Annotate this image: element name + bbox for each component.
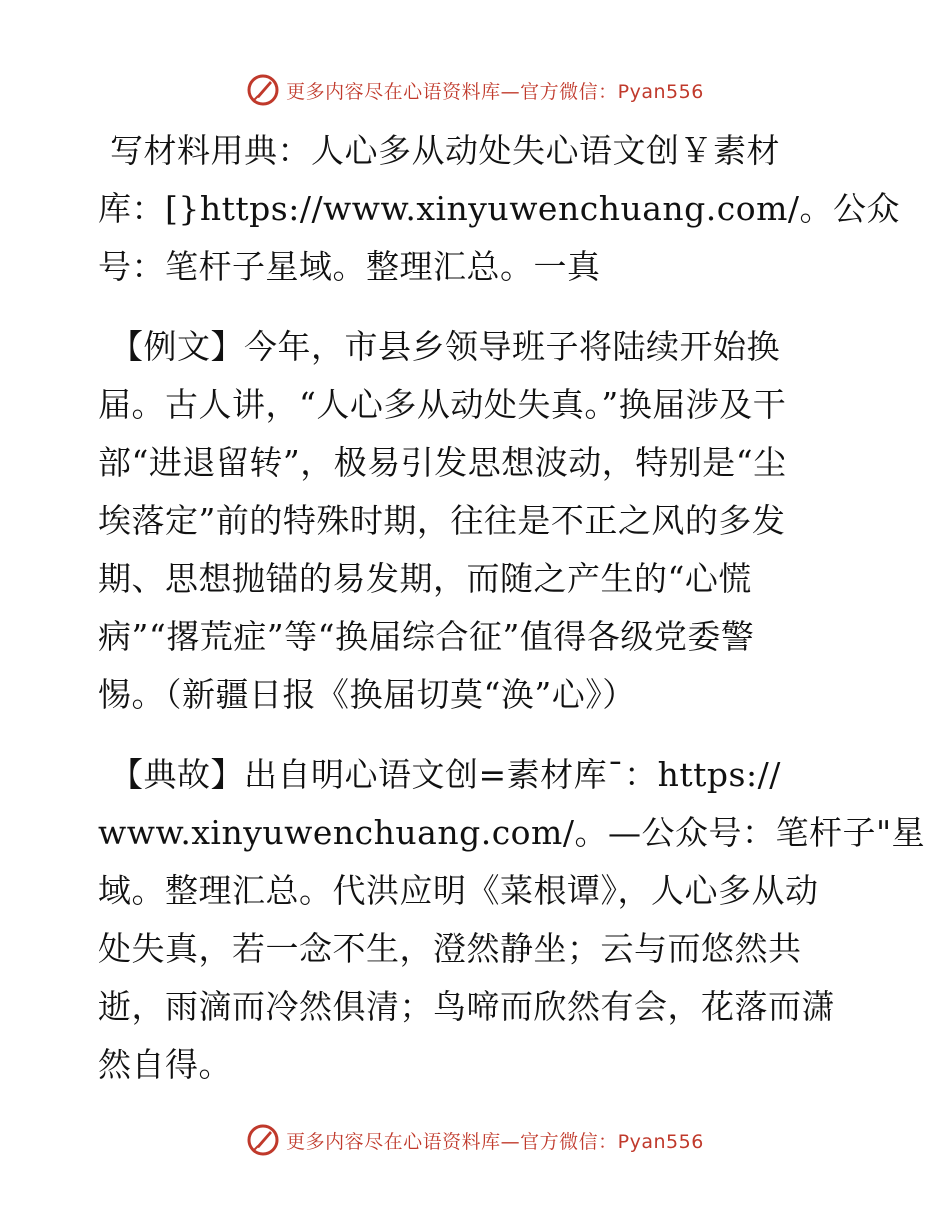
text-line: 然自得。: [98, 1045, 232, 1084]
text-line: 处失真，若一念不生，澄然静坐；云与而悠然共: [98, 929, 802, 968]
text-line: 届。古人讲，“人心多从动处失真。”换届涉及干: [98, 385, 787, 424]
text-line: 【典故】出自明心语文创=素材库¯：https://: [110, 755, 781, 794]
text-line: 惕。（新疆日报《换届切莫“涣”心》）: [98, 675, 636, 714]
text-line: 【例文】今年，市县乡领导班子将陆续开始换: [110, 327, 780, 366]
paragraph-allusion: [98, 746, 926, 1094]
text-line: 库：[}https://www.xinyuwenchuang.com/。公众: [98, 189, 901, 228]
text-line: 病”“撂荒症”等“换届综合征”值得各级党委警: [98, 617, 755, 656]
footer-banner: [0, 1120, 950, 1160]
text-line: 逝，雨滴而冷然俱清；鸟啼而欣然有会，花落而潇: [98, 987, 835, 1026]
quill-circle-logo-icon: [246, 73, 280, 107]
quill-circle-logo-icon: [246, 1123, 280, 1157]
text-line: 域。整理汇总。代洪应明《菜根谭》，人心多从动: [98, 871, 819, 910]
text-line: 埃落定”前的特殊时期，往往是不正之风的多发: [98, 501, 786, 540]
text-line: 期、思想抛锚的易发期，而随之产生的“心慌: [98, 559, 752, 598]
text-line: www.xinyuwenchuang.com/。—公众号：笔杆子"星: [98, 813, 926, 852]
header-banner-text: 更多内容尽在心语资料库—官方微信：Pyan556: [286, 80, 704, 103]
document-body: [98, 122, 926, 1116]
paragraph-intro: [98, 122, 901, 296]
text-line: 部“进退留转”，极易引发思想波动，特别是“尘: [98, 443, 787, 482]
text-line: 号：笔杆子星域。整理汇总。一真: [98, 247, 601, 286]
footer-banner-text: 更多内容尽在心语资料库—官方微信：Pyan556: [286, 1130, 704, 1153]
header-banner: [0, 70, 950, 110]
text-line: 写材料用典：人心多从动处失心语文创￥素材: [110, 131, 780, 170]
paragraph-example: [98, 318, 858, 724]
